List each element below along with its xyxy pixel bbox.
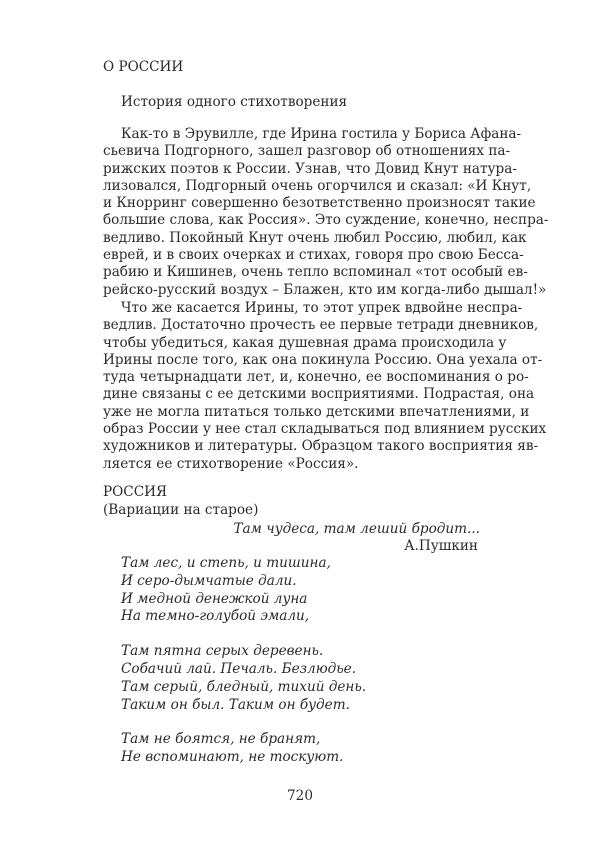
- poem-line: Там пятна серых деревень.: [121, 643, 324, 660]
- paragraph-line: Как-то в Эрувилле, где Ирина гостила у Бориса Афана-: [121, 126, 522, 142]
- paragraph-line: туда четырнадцати лет, и, конечно, ее воспоминания о ро-: [103, 369, 529, 386]
- stanza-gap: [121, 714, 366, 731]
- paragraph-line: художников и литературы. Образцом такого восприятия яв-: [103, 438, 539, 455]
- paragraph-line: дине связаны с ее детскими восприятиями. Подрастая, она: [103, 386, 535, 403]
- page-number: 720: [287, 788, 313, 804]
- poem-stanza: [121, 555, 366, 626]
- poem-line: И медной денежкой луна: [121, 590, 308, 607]
- paragraph-line: рижских поэтов к России. Узнав, что Довид Кнут натура-: [103, 160, 517, 177]
- poem-line: Там серый, бледный, тихий день.: [121, 678, 367, 695]
- paragraph-line: ляется ее стихотворение «Россия».: [103, 455, 359, 472]
- poem-stanza: [121, 643, 366, 714]
- poem-line: Собачий лай. Печаль. Безлюдье.: [121, 660, 357, 677]
- paragraph-line: Ирины после того, как она покинула Россию. Она уехала от-: [103, 351, 543, 368]
- poem-line: И серо-дымчатые дали.: [121, 572, 297, 589]
- paragraph-line: лизовался, Подгорный очень огорчился и сказал: «И Кнут,: [103, 177, 532, 194]
- paragraph-line: Что же касается Ирины, то этот упрек вдвойне неспра-: [121, 300, 523, 316]
- poem-subtitle: (Вариации на старое): [103, 502, 259, 518]
- paragraph-1: [103, 126, 549, 299]
- stanza-gap: [121, 626, 366, 643]
- poem-body: [121, 555, 366, 767]
- epigraph: Там чудеса, там леший бродит...: [233, 521, 480, 537]
- paragraph-line: чтобы убедиться, какая душевная драма происходила у: [103, 334, 507, 351]
- paragraph-line: рейско-русский воздух – Блажен, кто им когда-либо дышал!»: [103, 281, 547, 298]
- poem-line: Там лес, и степь, и тишина,: [121, 555, 331, 571]
- poem-line: Там не боятся, не бранят,: [121, 731, 321, 748]
- paragraph-line: ведлив. Достаточно прочесть ее первые тетради дневников,: [103, 317, 539, 334]
- paragraph-line: еврей, и в своих очерках и стихах, говоря про свою Бесса-: [103, 247, 524, 264]
- poem-line: Не вспоминают, не тоскуют.: [121, 749, 344, 766]
- subtitle: История одного стихотворения: [121, 94, 348, 110]
- epigraph-author: А.Пушкин: [404, 538, 478, 554]
- paragraph-line: сьевича Подгорного, зашел разговор об отношениях па-: [103, 143, 511, 160]
- paragraph-line: ведливо. Покойный Кнут очень любил Россию, любил, как: [103, 229, 527, 246]
- paragraph-line: образ России у нее стал складываться под влиянием русских: [103, 421, 547, 438]
- paragraph-2: [103, 300, 547, 473]
- paragraph-line: рабию и Кишинев, очень тепло вспоминал «тот особый ев-: [103, 264, 528, 281]
- paragraph-line: и Кнорринг совершенно безответственно произносят такие: [103, 195, 536, 212]
- poem-line: Таким он был. Таким он будет.: [121, 696, 350, 713]
- poem-title: РОССИЯ: [103, 484, 167, 500]
- paragraph-line: уже не могла питаться только детскими впечатлениями, и: [103, 403, 530, 420]
- paragraph-line: большие слова, как Россия». Это суждение, конечно, неспра-: [103, 212, 549, 229]
- section-title: О РОССИИ: [103, 59, 184, 75]
- poem-stanza: [121, 731, 366, 767]
- poem-line: На темно-голубой эмали,: [121, 608, 310, 625]
